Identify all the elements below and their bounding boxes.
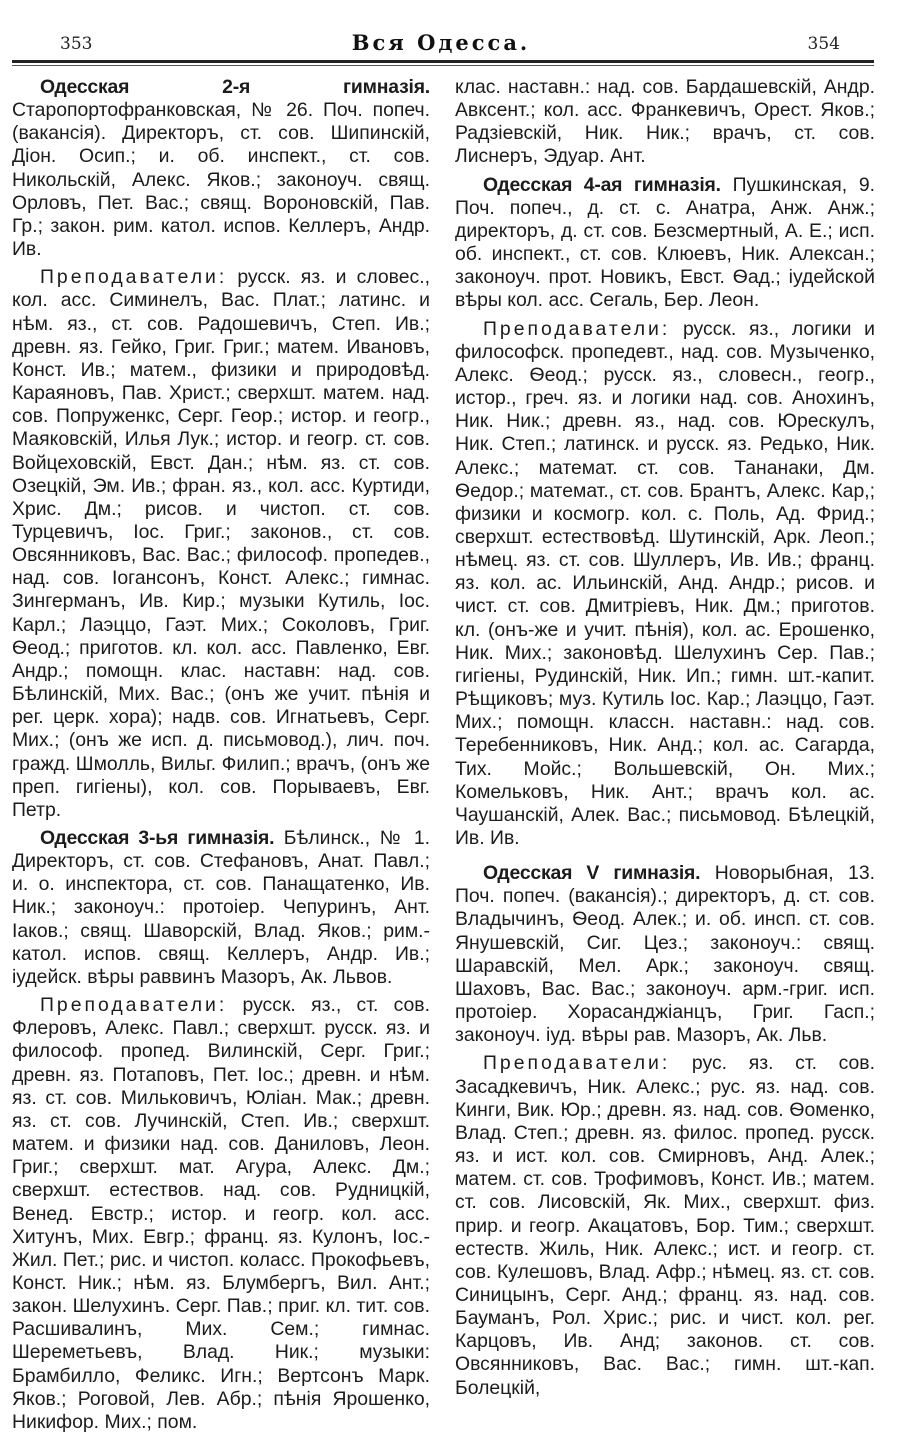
teachers-label: Преподаватели: [40, 266, 228, 289]
right-column [455, 76, 875, 1405]
teachers-label: Преподаватели: [483, 317, 671, 340]
entry-gymnasium-3 [12, 827, 430, 989]
entry-heading: Одесская 4-ая гимназія. [483, 173, 721, 196]
entry-text: Новорыбная, 13. Поч. попеч. (вакансія).; директоръ, д. ст. сов. Владычинъ, Ѳеод. Алек.; и. об. инсп. ст. сов. Янушевскій, Сиг. Цез.; законоуч.: свящ. Шаравскій, Мел. Арк.; законоуч. свящ. Шаховъ, Вас. Вас.; законоуч. арм.-григ. исп. протоіер. Хорасанджіанцъ, Григ. Гасп.; законоуч. іуд. вѣры рав. Мазоръ, Ак. Льв. [455, 862, 875, 1047]
running-title: Вся Одесса. [351, 30, 531, 55]
page-number-right: 354 [807, 34, 840, 54]
left-column [12, 76, 430, 1439]
entry-text: Старопортофранковская, № 26. Поч. попеч. (вакансія). Директоръ, ст. сов. Шипинскій, Діон. Осип.; и. об. инспект., ст. сов. Никольскій, Алекс. Яков.; законоуч. свящ. Орловъ, Пет. Вас.; свящ. Вороновскій, Пав. Гр.; закон. рим. катол. испов. Келлеръ, Андр. Ив. [12, 99, 430, 261]
header-rule-thin [12, 65, 874, 66]
entry-text: русск. яз. и словес., кол. асс. Симинелъ, Вас. Плат.; латинс. и нѣм. яз., ст. сов. Радошевичъ, Степ. Ив.; древн. яз. Гейко, Григ. Григ.; матем. Ивановъ, Конст. Ив.; матем., физики и природовѣд. Караяновъ, Пав. Христ.; сверхшт. матем. над. сов. Попруженкс, Серг. Геор.; истор. и геогр., Маяковскій, Илья Лук.; истор. и геогр. ст. сов. Войцеховскій, Евст. Дан.; нѣм. яз. ст. сов. Озецкій, Эм. Ив.; фран. яз., кол. асс. Куртиди, Хрис. Дм.; рисов. и чистоп. ст. сов. Турцевичъ, Іос. Григ.; законов., ст. сов. Овсянниковъ, Вас. Вас.; философ. пропедев., над. сов. Іогансонъ, Конст. Алекс.; гимнас. Зингерманъ, Ив. Кир.; музыки Кутиль, Іос. Карл.; Лаэццо, Гаэт. Мих.; Соколовъ, Григ. Ѳеод.; приготов. кл. кол. асс. Павленко, Евг. Андр.; помощн. клас. наставн: над. сов. Бѣлинскій, Мих. Вас.; (онъ же учит. пѣнія и рег. церк. хора); надв. сов. Игнатьевъ, Серг. Мих.; (онъ же исп. д. письмовод.), лич. поч. гражд. Шмолль, Вильг. Филип.; врачъ, (онъ же преп. гигіены), кол. сов. Порываевъ, Евг. Петр. [12, 266, 430, 821]
entry-text: Бѣлинск., № 1. Директоръ, ст. сов. Стефановъ, Анат. Павл.; и. о. инспектора, ст. сов. Панащатенко, Ив. Ник.; законоуч.: протоіер. Чепуринъ, Ант. Іаков.; свящ. Шаворскій, Влад. Яков.; рим.-катол. испов. свящ. Келлеръ, Андр. Ив.; іудейск. вѣры раввинъ Мазоръ, Ак. Львов. [12, 827, 430, 988]
entry-gymnasium-2 [12, 76, 430, 261]
entry-text: Пушкинская, 9. Поч. попеч., д. ст. с. Анатра, Анж. Анж.; директоръ, д. ст. сов. Безсмертный, А. Е.; исп. об. инспект., ст. сов. Клюевъ, Ник. Алексан.; законоуч. прот. Новикъ, Евст. Ѳад.; іудейской вѣры кол. асс. Сегаль, Бер. Леон. [455, 173, 875, 312]
entry-text: клас. наставн.: над. сов. Бардашевскій, Андр. Авксент.; кол. асс. Франкевичъ, Орест. Яков.; Радзіевскій, Ник. Ник.; врачъ, ст. сов. Лиснеръ, Эдуар. Ант. [455, 76, 875, 168]
entry-heading: Одесская V гимназія. [483, 862, 701, 885]
header-rule [12, 60, 874, 63]
teachers-label: Преподаватели: [483, 1052, 671, 1075]
teachers-gymnasium-2 [12, 266, 430, 822]
entry-text: рус. яз. ст. сов. Засадкевичъ, Ник. Алекс.; рус. яз. над. сов. Кинги, Вик. Юр.; древн. яз. над. сов. Ѳоменко, Влад. Степ.; древн. яз. филос. пропед. русск. яз. и ист. кол. сов. Смирновъ, Анд. Алек.; матем. ст. сов. Трофимовъ, Конст. Ив.; матем. ст. сов. Лисовскій, Як. Мих., сверхшт. физ. прир. и геогр. Акацатовъ, Бор. Тим.; сверхшт. естеств. Жиль, Ник. Алекс.; ист. и геогр. ст. сов. Кулешовъ, Влад. Афр.; нѣмец. яз. ст. сов. Синицынъ, Серг. Анд.; франц. яз. над. сов. Бауманъ, Рол. Хрис.; рис. и чист. кол. рег. Карцовъ, Ив. Анд; законов. ст. сов. Овсянниковъ, Вас. Вас.; гимн. шт.-кап. Болецкій, [455, 1052, 875, 1399]
running-header [12, 30, 870, 60]
entry-heading: Одесская 2-я гимназія. [40, 76, 430, 98]
teachers-gymnasium-4 [455, 318, 875, 851]
page-number-left: 353 [60, 34, 93, 54]
entry-gymnasium-5 [455, 862, 875, 1047]
entry-text: русск. яз., ст. сов. Флеровъ, Алекс. Павл.; сверхшт. русск. яз. и философ. пропед. Вилинскій, Серг. Григ.; древн. яз. Потаповъ, Пет. Іос.; древн. и нѣм. яз. ст. сов. Мильковичъ, Юліан. Мак.; древн. яз. ст. сов. Лучинскій, Степ. Ив.; сверхшт. матем. и физики над. сов. Даниловъ, Леон. Григ.; сверхшт. мат. Агура, Алекс. Дм.; сверхшт. естествов. над. сов. Рудницкій, Венед. Евстр.; истор. и геогр. кол. асс. Хитунъ, Мих. Евгр.; франц. яз. Кулонъ, Іос.-Жил. Пет.; рис. и чистоп. коласс. Прокофьевъ, Конст. Ник.; нѣм. яз. Блумбергъ, Вил. Ант.; закон. Шелухинъ. Серг. Пав.; приг. кл. тит. сов. Расшивалинъ, Мих. Сем.; гимнас. Шереметьевъ, Влад. Ник.; музыки: Брамбилло, Феликс. Игн.; Вертсонъ Марк. Яков.; Роговой, Лев. Абр.; пѣнія Ярошенко, Никифор. Мих.; пом. [12, 994, 430, 1433]
entry-heading: Одесская 3-ья гимназія. [40, 827, 275, 849]
teachers-gymnasium-3 [12, 994, 430, 1434]
teachers-gymnasium-5 [455, 1052, 875, 1399]
teachers-label: Преподаватели: [40, 994, 228, 1017]
continued-text [455, 76, 875, 169]
entry-gymnasium-4 [455, 174, 875, 313]
entry-text: русск. яз., логики и философск. пропедевт., над. сов. Музыченко, Алекс. Ѳеод.; русск. яз., словесн., геогр., истор., греч. яз. и логики над. сов. Анохинъ, Ник. Ник.; древн. яз., над. сов. Юрескулъ, Ник. Степ.; латинск. и русск. яз. Редько, Ник. Алекс.; математ. ст. сов. Тананаки, Дм. Ѳедор.; математ., ст. сов. Брантъ, Алекс. Кар,; физики и космогр. кол. с. Поль, Ад. Фрид.; сверхшт. естествовѣд. Шутинскій, Арк. Леоп.; нѣмец. яз. ст. сов. Шуллеръ, Ив. Ив.; франц. яз. кол. ас. Ильинскій, Анд. Андр.; рисов. и чист. ст. сов. Дмитріевъ, Ник. Дм.; приготов. кл. (онъ-же и учит. пѣнія), кол. ас. Ерошенко, Ник. Мих.; законовѣд. Шелухинъ Сер. Пав.; гигіены, Рудинскій, Ник. Ип.; гимн. шт.-капит. Рѣщиковъ; муз. Кутиль Іос. Кар.; Лаэццо, Гаэт. Мих.; помощн. классн. наставн.: над. сов. Теребенниковъ, Ник. Анд.; кол. ас. Сагарда, Тих. Мойс.; Вольшевскій, Он. Мих.; Комельковъ, Ник. Ант.; врачъ кол. ас. Чаушанскій, Алек. Вас.; письмовод. Бѣлецкій, Ив. Ив. [455, 317, 875, 849]
